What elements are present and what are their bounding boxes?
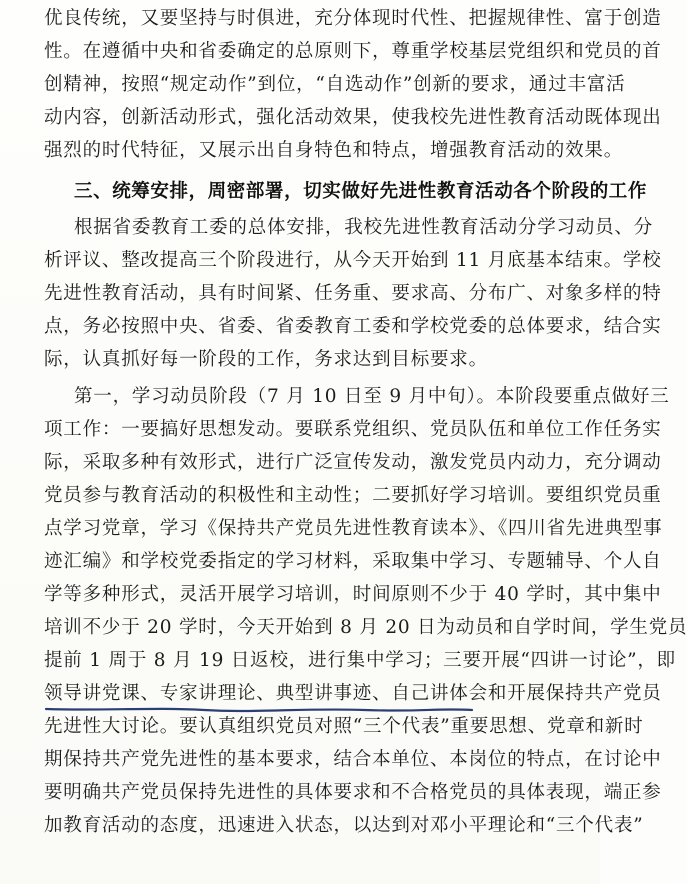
text-line: 迹汇编》和学校党委指定的学习材料，采取集中学习、专题辅导、个人自 xyxy=(44,551,662,572)
text-line: 优良传统，又要坚持与时俱进，充分体现时代性、把握规律性、富于创造 xyxy=(44,8,662,29)
text-line: 第一，学习动员阶段（7 月 10 日至 9 月中旬）。本阶段要重点做好三 xyxy=(74,386,670,407)
text-line: 强烈的时代特征，又展示出自身特色和特点，增强教育活动的效果。 xyxy=(44,140,624,161)
text-line: 学等多种形式，灵活开展学习培训，时间原则不少于 40 学时，其中集中 xyxy=(44,584,662,605)
section-heading: 三、统筹安排，周密部署，切实做好先进性教育活动各个阶段的工作 xyxy=(74,181,648,202)
text-line: 际，采取多种有效形式，进行广泛宣传发动，激发党员内动力，充分调动 xyxy=(44,452,662,473)
text-line: 创精神，按照“规定动作”到位，“自选动作”创新的要求，通过丰富活 xyxy=(44,74,626,95)
text-line: 党员参与教育活动的积极性和主动性；二要抓好学习培训。要组织党员重 xyxy=(44,485,662,506)
text-line: 要明确共产党员保持先进性的具体要求和不合格党员的具体表现，端正参 xyxy=(44,782,662,803)
text-line: 点学习党章，学习《保持共产党员先进性教育读本》、《四川省先进典型事 xyxy=(44,518,663,539)
text-line: 加教育活动的态度，迅速进入状态，以达到对邓小平理论和“三个代表” xyxy=(44,815,644,836)
text-line: 析评议、整改提高三个阶段进行，从今天开始到 11 月底基本结束。学校 xyxy=(44,250,662,271)
text-line: 项工作：一要搞好思想发动。要联系党组织、党员队伍和单位工作任务实 xyxy=(44,419,662,440)
text-line: 根据省委教育工委的总体安排，我校先进性教育活动分学习动员、分 xyxy=(74,217,654,238)
text-line: 领导讲党课、专家讲理论、典型讲事迹、自己讲体会和开展保持共产党员 xyxy=(44,683,662,704)
text-line: 性。在遵循中央和省委确定的总原则下，尊重学校基层党组织和党员的首 xyxy=(44,41,662,62)
text-line: 动内容，创新活动形式，强化活动效果，使我校先进性教育活动既体现出 xyxy=(44,107,662,128)
text-line: 培训不少于 20 学时，今天开始到 8 月 20 日为动员和自学时间，学生党员 xyxy=(44,617,687,638)
text-line: 期保持共产党先进性的基本要求，结合本单位、本岗位的特点，在讨论中 xyxy=(44,749,662,770)
text-line: 先进性教育活动，具有时间紧、任务重、要求高、分布广、对象多样的特 xyxy=(44,283,662,304)
text-line: 提前 1 周于 8 月 19 日返校，进行集中学习；三要开展“四讲一讨论”，即 xyxy=(44,650,676,671)
text-line: 点，务必按照中央、省委、省委教育工委和学校党委的总体要求，结合实 xyxy=(44,316,662,337)
text-line: 先进性大讨论。要认真组织党员对照“三个代表”重要思想、党章和新时 xyxy=(44,716,644,737)
text-line: 际，认真抓好每一阶段的工作，务求达到目标要求。 xyxy=(44,349,488,370)
